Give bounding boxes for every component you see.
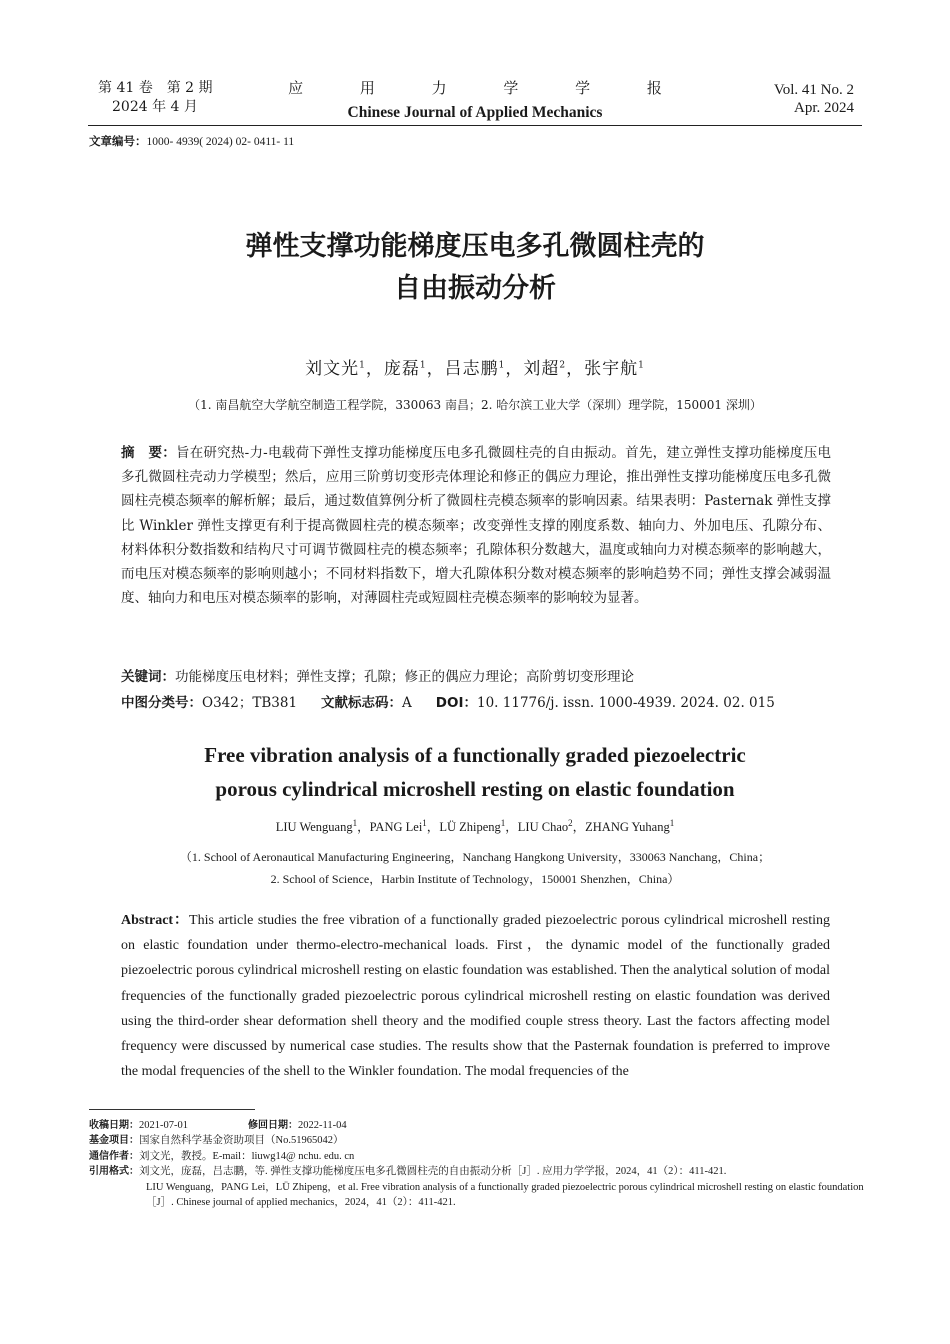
author-cn: 张宇航$^1$ <box>584 359 645 379</box>
author-cn: 庞磊$^1$， <box>383 359 445 379</box>
footnote-divider <box>89 1109 255 1110</box>
authors-en <box>0 817 950 835</box>
revised-label: 修回日期： <box>248 1120 298 1131</box>
author-en: LÜ Zhipeng$^1$， <box>439 817 518 834</box>
title-en-line2: porous cylindrical microshell resting on elastic foundation <box>215 777 735 801</box>
volume-cn: 第 41 卷 第 2 期 <box>98 80 213 96</box>
fund-row <box>89 1133 869 1148</box>
fund-label: 基金项目： <box>89 1135 139 1147</box>
doc-code-value: A <box>402 695 412 711</box>
journal-name-en: Chinese Journal of Applied Mechanics <box>347 104 603 121</box>
header-divider <box>88 125 862 126</box>
citation-row <box>89 1164 869 1179</box>
title-cn-line2: 自由振动分析 <box>394 273 556 304</box>
affiliation-cn: （1. 南昌航空大学航空制造工程学院，330063 南昌；2. 哈尔滨工业大学（深圳）理学院，150001 深圳） <box>188 398 762 412</box>
corresponding-author-label: 通信作者： <box>89 1150 139 1162</box>
clc-label: 中图分类号： <box>121 695 202 711</box>
citation-cn: 刘文光，庞磊，吕志鹏，等. 弹性支撑功能梯度压电多孔微圆柱壳的自由振动分析［J］. 应用力学学报，2024，41（2）：411-421. <box>139 1166 727 1178</box>
keywords-cn <box>121 667 841 687</box>
author-cn: 吕志鹏$^1$， <box>444 359 524 379</box>
revised-date: 2022-11-04 <box>298 1120 347 1131</box>
article-number <box>89 133 294 149</box>
header-volume-en <box>774 81 854 117</box>
date-en: Apr. 2024 <box>794 100 854 116</box>
date-cn: 2024 年 4 月 <box>112 99 198 115</box>
abstract-cn-label: 摘 要： <box>121 445 176 461</box>
clc-value: O342；TB381 <box>202 695 298 711</box>
doi-value: 10. 11776/j. issn. 1000-4939. 2024. 02. 015 <box>477 695 775 711</box>
keywords-cn-label: 关键词： <box>121 669 175 685</box>
corresponding-author-row <box>89 1149 869 1164</box>
footnotes <box>89 1118 869 1210</box>
fund-value: 国家自然科学基金资助项目（No.51965042） <box>139 1135 344 1147</box>
affiliation-en-line2: 2. School of Science，Harbin Institute of Technology，150001 Shenzhen，China） <box>270 872 680 886</box>
abstract-en <box>121 908 830 1084</box>
title-en-line1: Free vibration analysis of a functionally graded piezoelectric <box>204 743 746 767</box>
abstract-en-label: Abstract： <box>121 913 190 928</box>
corresponding-author-value: 刘文光，教授。E-mail：liuwg14@ nchu. edu. cn <box>139 1150 355 1162</box>
affiliation-en-line1: （1. School of Aeronautical Manufacturing Engineering，Nanchang Hangkong University，330063 Nanchang，China； <box>179 850 771 864</box>
received-label: 收稿日期： <box>89 1120 139 1131</box>
author-en: LIU Wenguang$^1$， <box>275 817 370 834</box>
doc-code-label: 文献标志码： <box>321 695 403 711</box>
citation-en: LIU Wenguang，PANG Lei，LÜ Zhipeng，et al. Free vibration analysis of a functionally graded piezoelectric porous cylindrical microshell resting on elastic foundation［J］. Chinese journal of applied mechanics，2024，41（2）：411-421. <box>146 1181 864 1209</box>
journal-name-cn: 应 用 力 学 学 报 <box>288 79 688 97</box>
abstract-cn-text: 旨在研究热-力-电载荷下弹性支撑功能梯度压电多孔微圆柱壳的自由振动。首先，建立弹性支撑功能梯度压电多孔微圆柱壳动力学模型；然后，应用三阶剪切变形壳体理论和修正的偶应力理论，推出弹性支撑功能梯度压电多孔微圆柱壳模态频率的解析解；最后，通过数值算例分析了微圆柱壳模态频率的影响因素。结果表明：Pasternak 弹性支撑比 Winkler 弹性支撑更有利于提高微圆柱壳的模态频率；改变弹性支撑的刚度系数、轴向力、外加电压、孔隙分布、材料体积分数指数和结构尺寸可调节微圆柱壳的模态频率；孔隙体积分数越大，温度或轴向力对模态频率的影响越大，而电压对模态频率的影响则越小；不同材料指数下，增大孔隙体积分数对模态频率的影响趋势不同；弹性支撑会减弱温度、轴向力和电压对模态频率的影响，对薄圆柱壳或短圆柱壳模态频率的影响较为显著。 <box>121 445 831 607</box>
authors-cn <box>0 354 950 379</box>
received-date: 2021-07-01 <box>139 1120 188 1131</box>
article-number-value: 1000- 4939( 2024) 02- 0411- 11 <box>146 136 295 148</box>
author-en: LIU Chao$^2$， <box>517 817 586 834</box>
classification-line <box>121 693 861 713</box>
title-en <box>0 738 950 806</box>
abstract-cn <box>121 441 831 610</box>
title-cn-line1: 弹性支撑功能梯度压电多孔微圆柱壳的 <box>245 231 705 262</box>
title-cn <box>0 226 950 310</box>
abstract-en-text: This article studies the free vibration of a functionally graded piezoelectric porous cylindrical microshell resting on elastic foundation under thermo-electro-mechanical loads. First，the dynamic model of the functionally graded piezoelectric porous cylindrical microshell resting on elastic foundation was established. Then the analytical solution of modal frequencies of the functionally graded piezoelectric porous cylindrical microshell resting on elastic foundation was derived using the third-order shear deformation shell theory and the modified couple stress theory. Last the factors affecting model frequency were discussed by numerical case studies. The results show that the Pasternak foundation is preferred to improve the modal frequencies of the shell to the Winkler foundation. The modal frequencies of the <box>121 913 830 1080</box>
dates-row <box>89 1118 869 1133</box>
affiliation-en <box>0 846 950 890</box>
citation-label: 引用格式： <box>89 1166 139 1178</box>
volume-en: Vol. 41 No. 2 <box>773 82 854 98</box>
author-en: ZHANG Yuhang$^1$ <box>585 817 675 834</box>
doi-label: DOI： <box>435 695 477 711</box>
article-number-label: 文章编号： <box>89 134 147 148</box>
keywords-cn-text: 功能梯度压电材料；弹性支撑；孔隙；修正的偶应力理论；高阶剪切变形理论 <box>175 669 634 685</box>
author-cn: 刘超$^2$， <box>523 359 585 379</box>
author-cn: 刘文光$^1$， <box>305 359 384 379</box>
author-en: PANG Lei$^1$， <box>369 817 440 834</box>
